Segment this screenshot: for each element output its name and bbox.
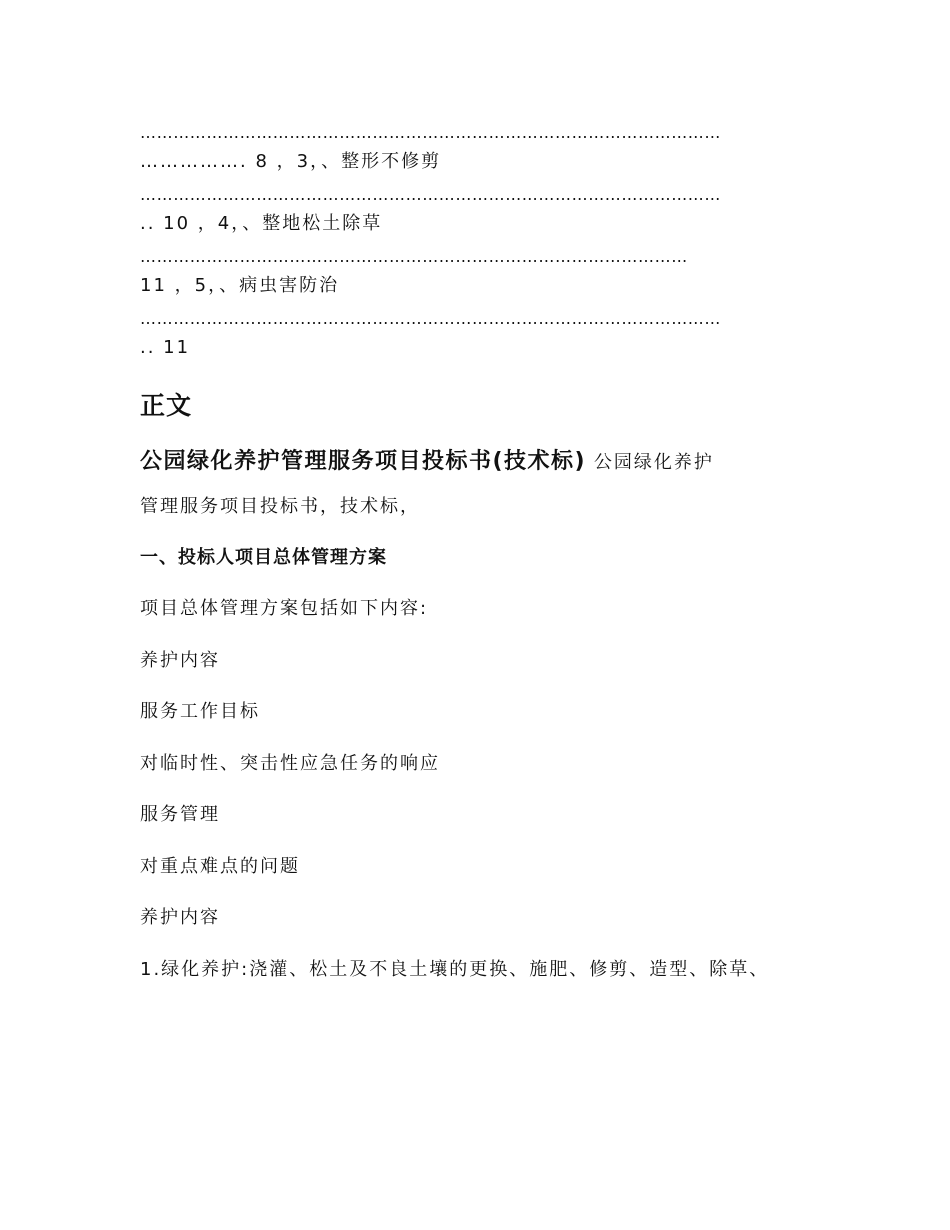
toc-entry: .. 10 ，4，、整地松土除草 bbox=[140, 213, 383, 234]
toc-entry: 11 ，5，、病虫害防治 bbox=[140, 275, 340, 296]
list-item: 养护内容 bbox=[140, 907, 220, 928]
list-item: 对临时性、突击性应急任务的响应 bbox=[140, 753, 440, 774]
intro-paragraph: 项目总体管理方案包括如下内容: bbox=[140, 598, 429, 619]
list-item: 养护内容 bbox=[140, 650, 220, 671]
list-item: 服务工作目标 bbox=[140, 701, 260, 722]
list-item: 服务管理 bbox=[140, 804, 220, 825]
toc-leader-dots: …………………………………………………………………………………………… bbox=[140, 185, 721, 204]
toc-entry: ……………. 8 ，3，、整形不修剪 bbox=[140, 151, 442, 172]
toc-leader-dots: …………………………………………………………………………………………… bbox=[140, 123, 721, 142]
document-title-line2: 管理服务项目投标书，技术标， bbox=[140, 496, 420, 517]
document-title-rest: 公园绿化养护 bbox=[586, 452, 714, 473]
document-title-bold: 公园绿化养护管理服务项目投标书(技术标) bbox=[140, 449, 587, 474]
toc-leader-dots: ……………………………………………………………………………………… bbox=[140, 247, 688, 266]
toc-leader-dots: …………………………………………………………………………………………… bbox=[140, 309, 721, 328]
document-title bbox=[140, 450, 714, 475]
section-heading: 一、投标人项目总体管理方案 bbox=[140, 547, 387, 568]
list-item: 对重点难点的问题 bbox=[140, 856, 300, 877]
toc-entry: .. 11 bbox=[140, 337, 191, 358]
body-paragraph: 1.绿化养护:浇灌、松土及不良土壤的更换、施肥、修剪、造型、除草、 bbox=[140, 959, 770, 980]
section-heading-zhengwen: 正文 bbox=[140, 391, 193, 420]
